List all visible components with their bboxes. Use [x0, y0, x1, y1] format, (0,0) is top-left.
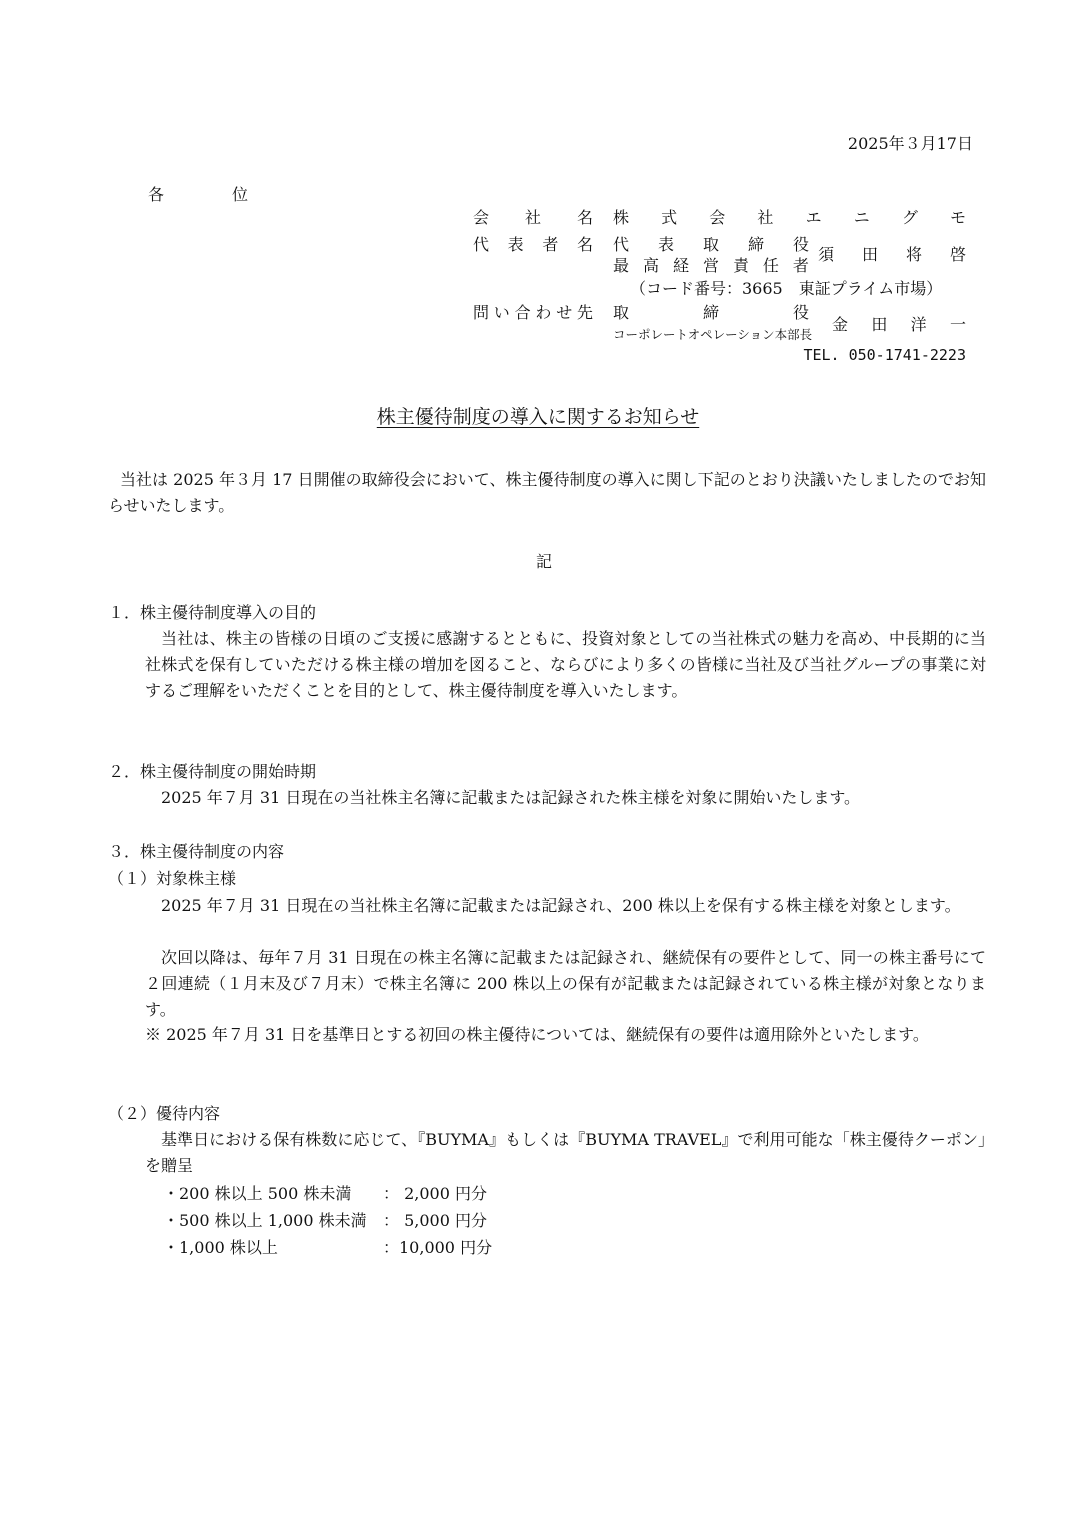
contact-tel: TEL. 050-1741-2223	[803, 346, 966, 364]
subsection1-note: ※ 2025 年７月 31 日を基準日とする初回の株主優待については、継続保有の要件は適用除外といたします。	[145, 1025, 929, 1044]
section3-heading: ３．株主優待制度の内容	[108, 842, 285, 861]
section2-body: 2025 年７月 31 日現在の当社株主名簿に記載または記録された株主様を対象に開始いたします。	[161, 788, 861, 807]
benefit-tier-label: ・1,000 株以上	[163, 1238, 278, 1257]
subsection1-heading: （１）対象株主様	[108, 869, 237, 888]
representative-label: 代 表 者 名	[473, 235, 593, 254]
subsection1-paragraph-1: 2025 年７月 31 日現在の当社株主名簿に記載または記録され、200 株以上を保有する株主様を対象とします。	[161, 896, 961, 915]
company-name: 株 式 会 社 エ ニ グ モ	[613, 208, 966, 227]
document-date: 2025年３月17日	[847, 134, 973, 153]
contact-title-2: コーポレートオペレーション本部長	[613, 327, 813, 342]
section1-body: 当社は、株主の皆様の日頃のご支援に感謝するとともに、投資対象としての当社株式の魅力を高め、中長期的に当社株式を保有していただける株主様の増加を図ること、ならびにより多くの皆様に当社及び当社グループの事業に対するご理解をいただくことを目的として、株主優待制度を導入いたします。	[145, 629, 986, 700]
intro-paragraph: 当社は 2025 年３月 17 日開催の取締役会において、株主優待制度の導入に関し下記のとおり決議いたしましたのでお知らせいたします。	[108, 470, 986, 515]
benefit-tier-label: ・200 株以上 500 株未満	[163, 1184, 352, 1203]
benefit-tier-value: ：10,000 円分	[383, 1238, 493, 1257]
recipients-label-1: 各	[148, 185, 165, 204]
subsection2-body: 基準日における保有株数に応じて、『BUYMA』もしくは『BUYMA TRAVEL』で利用可能な「株主優待クーポン」を贈呈	[145, 1130, 986, 1175]
stock-code: （コード番号：3665 東証プライム市場）	[630, 279, 943, 298]
subsection2-heading: （２）優待内容	[108, 1104, 221, 1123]
section1-heading: １．株主優待制度導入の目的	[108, 603, 317, 622]
section2-heading: ２．株主優待制度の開始時期	[108, 762, 317, 781]
contact-title-1: 取 締 役	[613, 303, 809, 322]
benefit-tier-value: ： 5,000 円分	[383, 1211, 487, 1230]
document-title: 株主優待制度の導入に関するお知らせ	[376, 406, 700, 428]
benefit-tier-label: ・500 株以上 1,000 株未満	[163, 1211, 367, 1230]
recipients-label-2: 位	[232, 185, 249, 204]
ki-mark: 記	[535, 552, 552, 571]
representative-title-2: 最 高 経 営 責 任 者	[613, 256, 809, 275]
subsection1-paragraph-2: 次回以降は、毎年７月 31 日現在の株主名簿に記載または記録され、継続保有の要件として、同一の株主番号にて２回連続（１月末及び７月末）で株主名簿に 200 株以上の保有が記載または記録されている株主様が対象となります。	[145, 948, 986, 1019]
representative-title-1: 代 表 取 締 役	[613, 235, 809, 254]
company-label: 会 社 名	[473, 208, 593, 227]
contact-label: 問 い 合 わ せ 先	[473, 303, 593, 322]
benefit-tier-value: ： 2,000 円分	[383, 1184, 487, 1203]
representative-name: 須 田 将 啓	[818, 245, 966, 264]
contact-name: 金 田 洋 一	[832, 315, 966, 334]
